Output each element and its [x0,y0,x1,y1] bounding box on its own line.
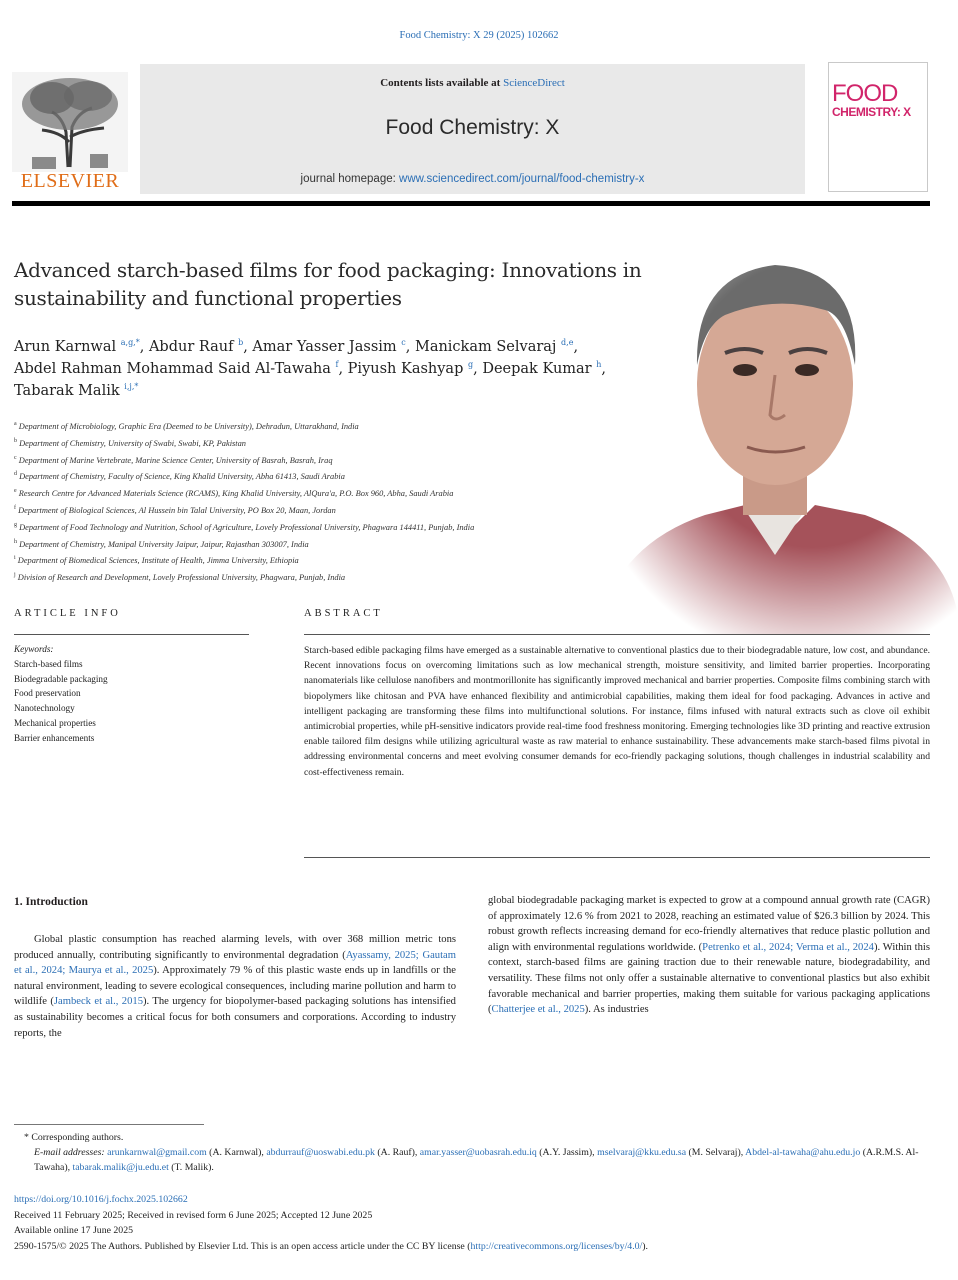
author-name[interactable]: Tabarak Malik [14,383,120,399]
affiliation-text: Department of Marine Vertebrate, Marine Science Center, University of Basrah, Basrah, Iraq [18,455,333,465]
sciencedirect-link[interactable]: ScienceDirect [503,77,565,89]
affiliation-item [14,484,714,501]
title-line-2: sustainability and functional properties [14,286,402,310]
email-link[interactable]: tabarak.malik@ju.edu.et [72,1162,169,1173]
author-affiliation-marker[interactable]: a,g,* [120,338,140,348]
journal-homepage-line [140,173,805,185]
author-separator: , [601,361,606,377]
author-separator: , [473,361,478,377]
email-link[interactable]: arunkarnwal@gmail.com [107,1147,207,1158]
email-link[interactable]: amar.yasser@uobasrah.edu.iq [419,1147,537,1158]
license-end: ). [642,1240,648,1252]
affiliation-text: Department of Biomedical Sciences, Institute of Health, Jimma University, Ethiopia [17,556,299,566]
abstract-heading: ABSTRACT [304,608,383,619]
affiliation-item [14,451,714,468]
author-name[interactable]: Arun Karnwal [14,339,117,355]
author-name[interactable]: Abdur Rauf [148,339,234,355]
affiliation-key: f [14,504,16,511]
email-link[interactable]: mselvaraj@kku.edu.sa [597,1147,687,1158]
email-owner: (T. Malik). [168,1162,214,1173]
intro-text: ). Approximately 79 % of this plastic waste ends up in landfills or the natural environment, leading to severe ecological consequences, including marine pollution and harm to wildlife ( [14,965,456,1008]
author-name[interactable]: Abdel Rahman Mohammad Said Al-Tawaha [14,361,331,377]
abstract-bottom-rule [304,857,930,858]
abstract-text: Starch-based edible packaging films have emerged as a sustainable alternative to conventional plastics due to their biodegradable nature, low cost, and abundance. Recent innovations focus on overcoming limitations such as low mechanical strength, moisture sensitivity, and limited barrier properties. Incorporating nanomaterials like cellulose nanofibers and montmorillonite has significantly improved mechanical and barrier properties. Composite films combining starch with biopolymers like chitosan and PVA have enhanced flexibility and antimicrobial capabilities, making them ideal for food packaging. Advances in active and intelligent packaging are transforming these films into multifunctional solutions. For instance, films infused with natural extracts such as clove oil exhibit antimicrobial properties, while pH-sensitive indicators provide real-time food freshness monitoring. Emerging technologies like 3D printing and reactive extrusion enable tailored film designs while utilizing agricultural waste as raw material to enhance sustainability. These advancements make starch-based films pivotal in addressing environmental concerns and meet evolving consumer demands for eco-friendly packaging solutions, though challenges in industrial scalability and cost-effectiveness remain. [304,645,930,778]
email-owner: (A. Rauf), [374,1147,420,1158]
doi-link[interactable]: https://doi.org/10.1016/j.fochx.2025.102662 [14,1194,188,1205]
corresponding-authors-note: * Corresponding authors. [24,1132,124,1143]
affiliation-text: Department of Chemistry, Manipal University Jaipur, Jaipur, Rajasthan 303007, India [19,539,309,549]
email-owner: (A.Y. Jassim), [536,1147,598,1158]
header-rule [12,201,930,206]
email-label: E-mail addresses: [34,1147,105,1158]
affiliation-item [14,434,714,451]
journal-reference[interactable]: Food Chemistry: X 29 (2025) 102662 [399,30,559,41]
author-entry [348,361,478,377]
author-list [14,336,714,402]
author-entry [14,383,138,399]
author-affiliation-marker[interactable]: h [596,360,602,370]
email-link[interactable]: Abdel-al-tawaha@ahu.edu.jo [745,1147,861,1158]
author-name[interactable]: Amar Yasser Jassim [252,339,397,355]
author-separator: , [338,361,344,377]
author-entry [252,339,410,355]
affiliation-key: b [14,437,17,444]
affiliation-item [14,501,714,518]
affiliation-item [14,568,714,585]
affiliation-text: Department of Chemistry, Faculty of Science, King Khalid University, Abha 61413, Saudi Arabia [19,472,345,482]
affiliation-item [14,535,714,552]
affiliations-list [14,417,714,585]
affiliation-key: h [14,538,17,545]
affiliation-text: Department of Microbiology, Graphic Era (Deemed to be University), Dehradun, Uttarakhand, India [18,421,359,431]
keywords-block [14,642,244,746]
contents-prefix: Contents lists available at [380,77,501,89]
cover-chemistry-text: CHEMISTRY: X [832,105,911,119]
received-dates: Received 11 February 2025; Received in revised form 6 June 2025; Accepted 12 June 2025 [14,1209,373,1221]
article-info-rule [14,634,249,635]
affiliation-key: i [14,555,16,562]
author-affiliation-marker[interactable]: d,e [561,338,574,348]
citation-link[interactable]: Jambeck et al., 2015 [53,996,143,1008]
affiliation-key: a [14,421,17,427]
affiliation-item [14,551,714,568]
cover-food-text: FOOD [832,80,898,107]
author-entry [415,339,578,355]
footnote-rule [14,1124,204,1125]
affiliation-key: g [14,521,17,528]
affiliation-key: j [14,572,16,579]
author-name[interactable]: Piyush Kashyap [347,361,464,377]
author-affiliation-marker[interactable]: g [467,360,474,370]
abstract-rule [304,634,930,635]
keyword-item: Barrier enhancements [14,732,95,743]
affiliation-text: Division of Research and Development, Lovely Professional University, Phagwara, Punjab, India [17,572,346,582]
available-online: Available online 17 June 2025 [14,1225,133,1236]
keyword-item: Food preservation [14,688,81,699]
journal-title: Food Chemistry: X [385,116,560,139]
contents-available-line [140,77,805,89]
author-separator: , [139,339,145,355]
author-separator: , [243,339,248,355]
article-title [14,256,714,312]
citation-link[interactable]: Ayassamy, 2025; Gautam et al., 2024; Maurya et al., 2025 [14,949,456,977]
author-separator: , [573,339,579,355]
email-owner: (A. Karnwal), [206,1147,267,1158]
keyword-item: Biodegradable packaging [14,673,108,684]
email-addresses [14,1145,930,1175]
author-separator: , [405,339,411,355]
affiliation-item [14,417,714,434]
author-name[interactable]: Manickam Selvaraj [414,339,557,355]
affiliation-text: Department of Biological Sciences, Al Hussein bin Talal University, PO Box 20, Maan, Jordan [18,505,336,515]
affiliation-item [14,518,714,535]
keyword-item: Mechanical properties [14,717,96,728]
introduction-heading: 1. Introduction [14,896,88,908]
homepage-link[interactable]: www.sciencedirect.com/journal/food-chemistry-x [399,173,645,185]
author-affiliation-marker[interactable]: i,j,* [124,382,139,392]
intro-text: ). As industries [584,1004,649,1016]
author-affiliation-marker[interactable]: f [335,360,339,370]
affiliation-text: Department of Chemistry, University of Swabi, Swabi, KP, Pakistan [19,438,246,448]
author-affiliation-marker[interactable]: b [238,338,244,348]
citation-link[interactable]: Chatterjee et al., 2025 [491,1004,585,1016]
license-link[interactable]: http://creativecommons.org/licenses/by/4.0/ [470,1240,643,1252]
email-owner: (M. Selvaraj), [686,1147,746,1158]
intro-text: ). The urgency for biopolymer-based packaging solutions has intensified as sustainability becomes a critical focus for both consumers and corporations. According to industry reports, the [14,996,456,1039]
publication-info [14,1192,930,1254]
email-link[interactable]: abdurrauf@uoswabi.edu.pk [266,1147,375,1158]
keywords-heading: Keywords: [14,644,54,654]
intro-text: Global plastic consumption has reached alarming levels, with over 368 million metric tons produced annually, contributing significantly to environmental degradation ( [14,934,456,961]
homepage-prefix: journal homepage: [300,173,396,185]
intro-left-column [14,932,456,1041]
license-text: 2590-1575/© 2025 The Authors. Published by Elsevier Ltd. This is an open access article under the CC BY license ( [14,1240,471,1252]
affiliation-item [14,467,714,484]
author-entry [149,339,248,355]
license-line [14,1239,930,1255]
affiliation-key: d [14,471,17,478]
keyword-item: Nanotechnology [14,703,75,714]
author-name[interactable]: Deepak Kumar [482,361,592,377]
author-entry [14,339,144,355]
intro-right-column [488,893,930,1018]
affiliation-key: e [14,488,17,495]
intro-text: global biodegradable packaging market is expected to grow at a compound annual growth rate (CAGR) of approximately 12.6 % from 2021 to 2028, reaching an estimated value of $26.3 billion by 2024. This robust growth reflects increasing demand for eco-friendly alternatives that reduce plastic pollution and align with environmental regulations worldwide. ( [488,895,930,953]
author-affiliation-marker[interactable]: c [401,338,406,348]
keyword-item: Starch-based films [14,658,83,669]
affiliation-text: Research Centre for Advanced Materials Science (RCAMS), King Khalid University, AlQura'a, P.O. Box 960, Abha, Saudi Arabia [18,488,454,498]
author-entry [482,361,606,377]
citation-link[interactable]: Petrenko et al., 2024; Verma et al., 2024 [702,941,874,953]
footnote-block [14,1130,930,1175]
affiliation-text: Department of Food Technology and Nutrition, School of Agriculture, Lovely Professional University, Phagwara 144411, Punjab, India [19,522,475,532]
elsevier-wordmark: ELSEVIER [20,170,120,192]
author-entry [14,361,343,377]
article-info-heading: ARTICLE INFO [14,608,121,619]
email-owner: (A.R.M.S. Al-Tawaha), [34,1147,919,1173]
affiliation-key: c [14,454,17,461]
intro-text: ). Within this context, starch-based films are gaining traction due to their renewable nature, biodegradability, and versatility. These films not only offer a sustainable alternative to conventional plastics but also exhibit favorable mechanical and barrier properties, making them suitable for various packaging applications ( [488,941,930,1016]
title-line-1: Advanced starch-based films for food packaging: Innovations in [14,258,642,282]
